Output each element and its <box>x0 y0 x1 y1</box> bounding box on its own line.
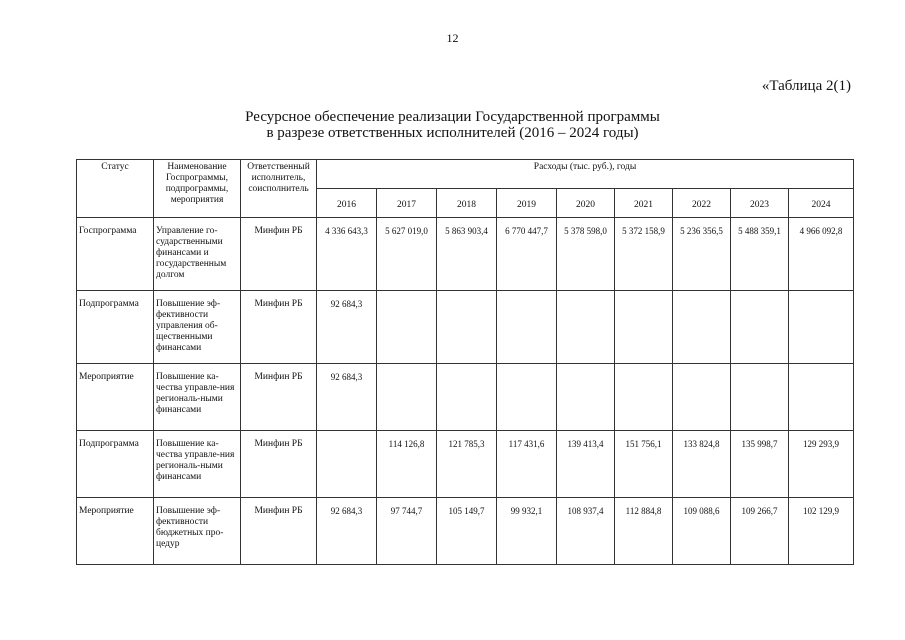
header-year: 2017 <box>377 189 437 218</box>
row-value: 117 431,6 <box>497 431 557 498</box>
row-value: 4 336 643,3 <box>317 218 377 291</box>
row-value: 129 293,9 <box>789 431 854 498</box>
row-value: 108 937,4 <box>557 498 615 565</box>
row-value: 92 684,3 <box>317 291 377 364</box>
row-value <box>789 364 854 431</box>
row-value: 105 149,7 <box>437 498 497 565</box>
row-value: 5 488 359,1 <box>731 218 789 291</box>
table-title <box>0 109 905 141</box>
row-value: 5 863 903,4 <box>437 218 497 291</box>
table-row <box>77 431 854 498</box>
row-value: 109 266,7 <box>731 498 789 565</box>
row-value <box>557 291 615 364</box>
row-value <box>377 291 437 364</box>
row-value: 133 824,8 <box>673 431 731 498</box>
row-status: Мероприятие <box>77 498 154 565</box>
header-year: 2016 <box>317 189 377 218</box>
row-value: 4 966 092,8 <box>789 218 854 291</box>
row-value <box>673 364 731 431</box>
row-value: 121 785,3 <box>437 431 497 498</box>
header-year: 2018 <box>437 189 497 218</box>
page-number: 12 <box>446 31 459 45</box>
table-reference: «Таблица 2(1) <box>761 78 851 94</box>
header-year: 2022 <box>673 189 731 218</box>
row-responsible: Минфин РБ <box>241 431 317 498</box>
row-status: Подпрограмма <box>77 431 154 498</box>
header-responsible: Ответственный исполнитель, соисполнитель <box>241 160 317 218</box>
row-value <box>731 364 789 431</box>
row-value: 102 129,9 <box>789 498 854 565</box>
row-value: 5 372 158,9 <box>615 218 673 291</box>
header-year: 2020 <box>557 189 615 218</box>
header-year: 2024 <box>789 189 854 218</box>
row-value <box>317 431 377 498</box>
row-value <box>615 364 673 431</box>
title-line-2: в разрезе ответственных исполнителей (2016 – 2024 годы) <box>266 125 639 141</box>
row-value: 5 378 598,0 <box>557 218 615 291</box>
title-line-1: Ресурсное обеспечение реализации Государственной программы <box>245 109 660 125</box>
header-status: Статус <box>77 160 154 218</box>
row-name: Повышение эф-фективности управления об-щественными финансами <box>154 291 241 364</box>
table-row <box>77 498 854 565</box>
row-name: Повышение ка-чества управле-ния региональ-ными финансами <box>154 364 241 431</box>
row-name: Повышение ка-чества управле-ния региональ-ными финансами <box>154 431 241 498</box>
row-value: 5 627 019,0 <box>377 218 437 291</box>
row-value: 97 744,7 <box>377 498 437 565</box>
row-name: Управление го-сударственными финансами и государственным долгом <box>154 218 241 291</box>
row-value: 112 884,8 <box>615 498 673 565</box>
row-responsible: Минфин РБ <box>241 364 317 431</box>
row-value: 114 126,8 <box>377 431 437 498</box>
row-value <box>377 364 437 431</box>
row-value: 139 413,4 <box>557 431 615 498</box>
row-value <box>673 291 731 364</box>
row-value: 151 756,1 <box>615 431 673 498</box>
row-status: Госпрограмма <box>77 218 154 291</box>
header-year: 2023 <box>731 189 789 218</box>
row-value <box>615 291 673 364</box>
table-row <box>77 218 854 291</box>
row-value <box>497 364 557 431</box>
row-value <box>789 291 854 364</box>
row-responsible: Минфин РБ <box>241 498 317 565</box>
row-name: Повышение эф-фективности бюджетных про-цедур <box>154 498 241 565</box>
row-value: 92 684,3 <box>317 498 377 565</box>
row-status: Мероприятие <box>77 364 154 431</box>
header-expenses: Расходы (тыс. руб.), годы <box>317 160 854 189</box>
table-row <box>77 291 854 364</box>
table-row <box>77 364 854 431</box>
header-year: 2019 <box>497 189 557 218</box>
row-value: 6 770 447,7 <box>497 218 557 291</box>
row-value: 92 684,3 <box>317 364 377 431</box>
row-value <box>437 364 497 431</box>
header-year: 2021 <box>615 189 673 218</box>
row-responsible: Минфин РБ <box>241 291 317 364</box>
row-value <box>497 291 557 364</box>
row-value: 109 088,6 <box>673 498 731 565</box>
row-value <box>731 291 789 364</box>
resource-table <box>76 159 854 565</box>
row-responsible: Минфин РБ <box>241 218 317 291</box>
row-status: Подпрограмма <box>77 291 154 364</box>
row-value: 99 932,1 <box>497 498 557 565</box>
row-value: 135 998,7 <box>731 431 789 498</box>
header-name: Наименование Госпрограммы, подпрограммы, мероприятия <box>154 160 241 218</box>
row-value <box>557 364 615 431</box>
row-value <box>437 291 497 364</box>
row-value: 5 236 356,5 <box>673 218 731 291</box>
